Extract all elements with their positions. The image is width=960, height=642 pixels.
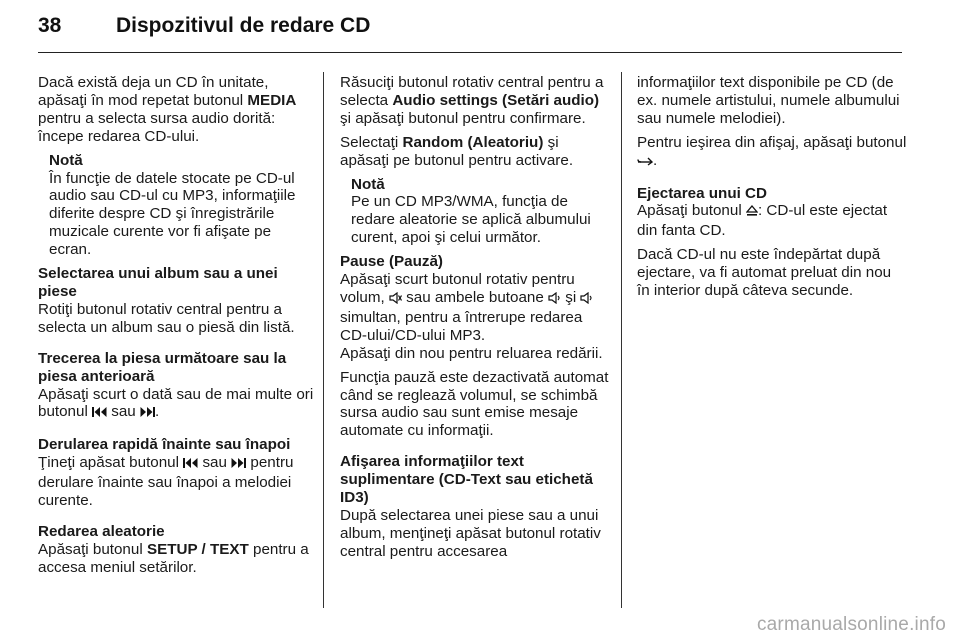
info-continued-text: informaţiilor text disponibile pe CD (de ex. numele artistului, numele albumului sau numele melodiei). (637, 74, 900, 127)
volume-down-icon (548, 291, 561, 309)
mute-icon (389, 291, 402, 309)
media-button-label: MEDIA (247, 91, 297, 109)
column-3 (637, 74, 907, 306)
volume-up-icon (580, 291, 593, 309)
audio-settings-label: Audio settings (Setări audio) (392, 91, 600, 109)
watermark: carmanualsonline.info (756, 614, 946, 635)
column-1 (38, 74, 314, 583)
section-text: Ţineţi apăsat butonul sau pentru derulare înainte sau înapoi a melodiei curente. (38, 454, 294, 510)
section-text: Apăsaţi scurt o dată sau de mai multe ori butonul sau . (38, 386, 314, 424)
note-text: În funcţie de datele stocate pe CD-ul audio sau CD-ul cu MP3, informaţiile diferite despre CD şi înregistrările muzicale curente vor fi afişate pe ecran. (49, 169, 296, 259)
page-header (38, 14, 370, 38)
back-icon (637, 154, 653, 172)
section-text: După selectarea unei piese sau a unui album, menţineţi apăsat butonul rotativ central pentru accesarea (340, 506, 601, 560)
note-box (38, 152, 314, 259)
random-paragraph: Selectaţi Random (Aleatoriu) şi apăsaţi pe butonul pentru activare. (340, 133, 574, 169)
section-heading: Selectarea unui album sau a unei piese (38, 265, 278, 300)
auto-reload-text: Dacă CD-ul nu este îndepărtat după ejectare, va fi automat preluat din nou în interior după câteva secunde. (637, 246, 892, 300)
page-title: Dispozitivul de redare CD (116, 14, 371, 37)
setup-text-button-label: SETUP / TEXT (146, 540, 249, 558)
resume-text: Apăsaţi din nou pentru reluarea redării. (340, 344, 603, 362)
next-track-icon (140, 405, 155, 423)
section-text: Rotiţi butonul rotativ central pentru a selecta un album sau o piesă din listă. (38, 300, 295, 336)
header-rule (38, 52, 902, 53)
audio-settings-paragraph: Răsuciţi butonul rotativ central pentru a selecta Audio settings (Setări audio) şi apăsaţi butonul pentru confirmare. (340, 74, 604, 127)
pause-off-text: Funcţia pauză este dezactivată automat când se reglează volumul, se schimbă sursa audio sau sunt emise mesaje automate cu informaţii. (340, 368, 609, 440)
section-heading: Ejectarea unui CD (637, 184, 767, 202)
section-text: Apăsaţi butonul SETUP / TEXT pentru a accesa meniul setărilor. (38, 540, 309, 576)
random-label: Random (Aleatoriu) (402, 133, 544, 151)
note-title: Notă (351, 175, 385, 193)
eject-paragraph: Apăsaţi butonul : CD-ul este ejectat din fanta CD. (637, 202, 888, 240)
column-2 (340, 74, 610, 567)
exit-paragraph: Pentru ieşirea din afişaj, apăsaţi butonul . (637, 134, 907, 172)
previous-track-icon (92, 405, 107, 423)
section-text: Apăsaţi scurt butonul rotativ pentru volum, sau ambele butoane şi simultan, pentru a întrerupe redarea CD-ului/CD-ului MP3. (340, 271, 610, 345)
eject-icon (746, 204, 758, 222)
note-text: Pe un CD MP3/WMA, funcţia de redare aleatorie se aplică albumului curent, apoi şi celui următor. (351, 193, 591, 247)
page-number: 38 (38, 14, 62, 37)
column-divider (621, 72, 622, 608)
intro-paragraph: Dacă există deja un CD în unitate, apăsaţi în mod repetat butonul MEDIA pentru a selecta sursa audio dorită: începe redarea CD-ului. (38, 74, 297, 145)
section-heading: Pause (Pauză) (340, 253, 443, 271)
section-heading: Redarea aleatorie (38, 522, 165, 540)
fast-forward-icon (231, 456, 246, 474)
rewind-icon (183, 456, 198, 474)
column-divider (323, 72, 324, 608)
note-box (340, 176, 610, 248)
section-heading: Afişarea informaţiilor text suplimentare (CD-Text sau etichetă ID3) (340, 453, 593, 507)
note-title: Notă (49, 151, 83, 169)
section-heading: Trecerea la piesa următoare sau la piesa anterioară (38, 349, 287, 385)
section-heading: Derularea rapidă înainte sau înapoi (38, 436, 291, 454)
